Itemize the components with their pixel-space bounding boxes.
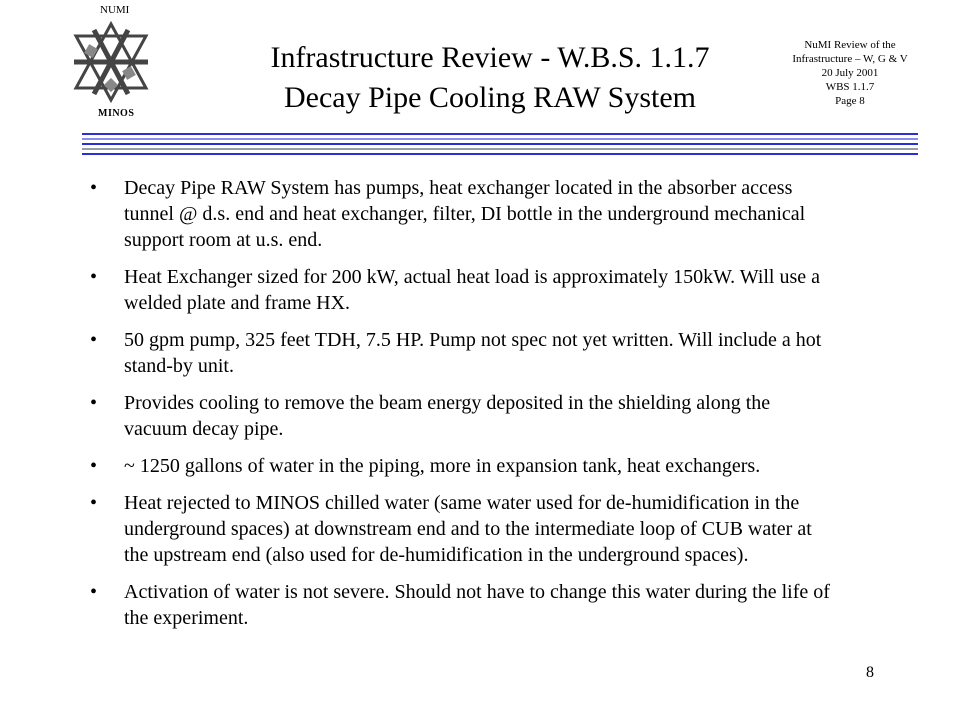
logo-bottom-label: MINOS [98, 108, 135, 119]
divider-line [82, 138, 918, 140]
header-divider [82, 133, 918, 158]
divider-line [82, 143, 918, 145]
meta-line-4: WBS 1.1.7 [825, 81, 875, 93]
bullet-symbol: • [90, 392, 98, 414]
meta-line-5: Page 8 [835, 95, 865, 107]
divider-line [82, 133, 918, 135]
bullet-item [90, 175, 830, 253]
title-line-1: Infrastructure Review - W.B.S. 1.1.7 [270, 41, 710, 74]
bullet-item [90, 453, 830, 479]
numi-logo-icon [66, 18, 156, 106]
page-title [230, 38, 750, 118]
bullet-symbol: • [90, 177, 98, 199]
divider-line [82, 148, 918, 150]
divider-line [82, 153, 918, 155]
bullet-text: ~ 1250 gallons of water in the piping, more in expansion tank, heat exchangers. [124, 455, 761, 477]
bullet-text: Heat Exchanger sized for 200 kW, actual heat load is approximately 150kW. Will use a welded plate and frame HX. [124, 266, 821, 314]
meta-line-3: 20 July 2001 [821, 67, 879, 79]
bullet-item [90, 579, 830, 631]
bullet-text: Decay Pipe RAW System has pumps, heat exchanger located in the absorber access tunnel @ d.s. end and heat exchanger, filter, DI bottle in the underground mechanical support room at u.s. end. [124, 177, 806, 251]
meta-line-2: Infrastructure – W, G & V [792, 53, 908, 65]
bullet-text: Heat rejected to MINOS chilled water (same water used for de-humidification in the underground spaces) at downstream end and to the intermediate loop of CUB water at the upstream end (also used for de-humidification in the underground spaces). [124, 492, 812, 566]
bullet-symbol: • [90, 492, 98, 514]
bullet-symbol: • [90, 266, 98, 288]
bullet-item [90, 390, 830, 442]
page-number: 8 [866, 664, 874, 681]
bullet-item [90, 490, 830, 568]
logo-top-label: NUMI [100, 4, 130, 16]
review-meta [775, 38, 925, 108]
bullet-symbol: • [90, 329, 98, 351]
bullet-text: 50 gpm pump, 325 feet TDH, 7.5 HP. Pump not spec not yet written. Will include a hot stand-by unit. [124, 329, 822, 377]
meta-line-1: NuMI Review of the [804, 39, 896, 51]
title-line-2: Decay Pipe Cooling RAW System [283, 81, 697, 114]
bullet-list [90, 175, 830, 642]
bullet-text: Activation of water is not severe. Should not have to change this water during the life of the experiment. [124, 581, 830, 629]
bullet-symbol: • [90, 455, 98, 477]
bullet-item [90, 327, 830, 379]
bullet-text: Provides cooling to remove the beam energy deposited in the shielding along the vacuum decay pipe. [124, 392, 771, 440]
bullet-symbol: • [90, 581, 98, 603]
bullet-item [90, 264, 830, 316]
